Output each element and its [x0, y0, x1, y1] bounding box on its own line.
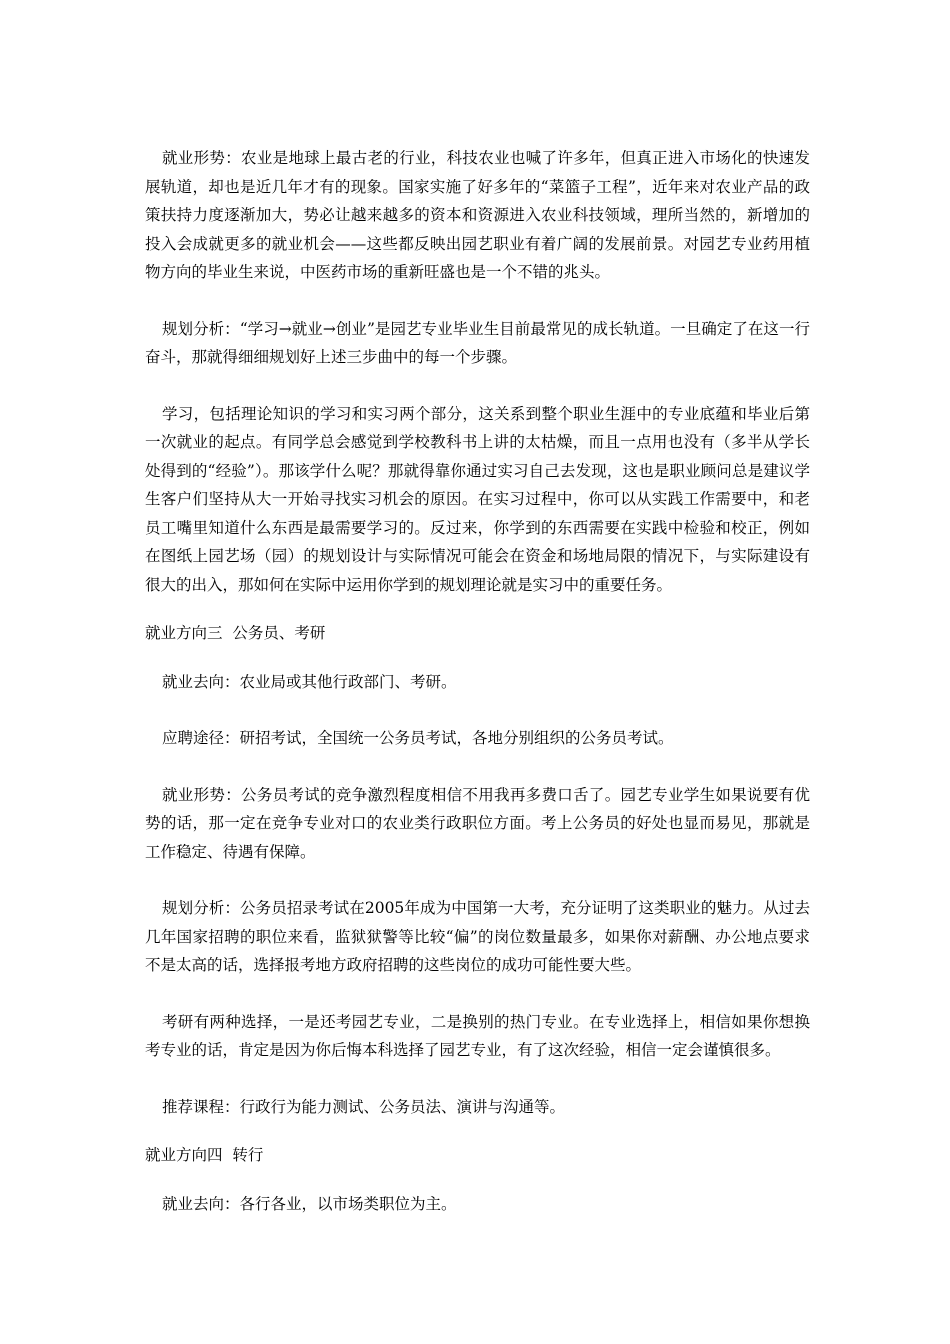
paragraph-employment-destination-career-change: 就业去向：各行各业，以市场类职位为主。 — [162, 1194, 457, 1213]
paragraph-employment-destination-civil: 就业去向：农业局或其他行政部门、考研。 — [162, 672, 457, 691]
paragraph-recommended-courses: 推荐课程：行政行为能力测试、公务员法、演讲与沟通等。 — [162, 1097, 566, 1116]
paragraph-employment-situation-civil-servant: 就业形势：公务员考试的竞争激烈程度相信不用我再多费口舌了。园艺专业学生如果说要有优势的话，那一定在竞争专业对口的农业类行政职位方面。考上公务员的好处也显而易见，那就是工作稳定、待遇有保障。 — [145, 785, 810, 861]
paragraph-graduate-exam-choices: 考研有两种选择，一是还考园艺专业，二是换别的热门专业。在专业选择上，相信如果你想换考专业的话，肯定是因为你后悔本科选择了园艺专业，有了这次经验，相信一定会谨慎很多。 — [145, 1012, 810, 1059]
section-heading-direction-three: 就业方向三 公务员、考研 — [145, 624, 326, 642]
paragraph-planning-analysis-growth-track: 规划分析：“学习→就业→创业”是园艺专业毕业生目前最常见的成长轨道。一旦确定了在这一行奋斗，那就得细细规划好上述三步曲中的每一个步骤。 — [145, 319, 810, 366]
section-heading-direction-four: 就业方向四 转行 — [145, 1146, 264, 1164]
document-page — [145, 144, 810, 1218]
paragraph-application-channels: 应聘途径：研招考试，全国统一公务员考试，各地分别组织的公务员考试。 — [162, 729, 674, 747]
paragraph-planning-analysis-civil-exam: 规划分析：公务员招录考试在2005年成为中国第一大考，充分证明了这类职业的魅力。从过去几年国家招聘的职位来看，监狱狱警等比较“偏”的岗位数量最多，如果你对薪酬、办公地点要求不是太高的话，选择报考地方政府招聘的这些岗位的成功可能性要大些。 — [145, 899, 810, 974]
paragraph-study-and-internship: 学习，包括理论知识的学习和实习两个部分，这关系到整个职业生涯中的专业底蕴和毕业后第一次就业的起点。有同学总会感觉到学校教科书上讲的太枯燥，而且一点用也没有（多半从学长处得到的“经验”）。那该学什么呢？那就得靠你通过实习自己去发现，这也是职业顾问总是建议学生客户们坚持从大一开始寻找实习机会的原因。在实习过程中，你可以从实践工作需要中，和老员工嘴里知道什么东西是最需要学习的。反过来，你学到的东西需要在实践中检验和校正，例如在图纸上园艺场（园）的规划设计与实际情况可能会在资金和场地局限的情况下，与实际建设有很大的出入，那如何在实际中运用你学到的规划理论就是实习中的重要任务。 — [145, 404, 810, 594]
paragraph-employment-situation-agriculture: 就业形势：农业是地球上最古老的行业，科技农业也喊了许多年，但真正进入市场化的快速发展轨道，却也是近几年才有的现象。国家实施了好多年的“菜篮子工程”，近年来对农业产品的政策扶持力度逐渐加大，势必让越来越多的资本和资源进入农业科技领域，理所当然的，新增加的投入会成就更多的就业机会——这些都反映出园艺职业有着广阔的发展前景。对园艺专业药用植物方向的毕业生来说，中医药市场的重新旺盛也是一个不错的兆头。 — [145, 149, 810, 281]
